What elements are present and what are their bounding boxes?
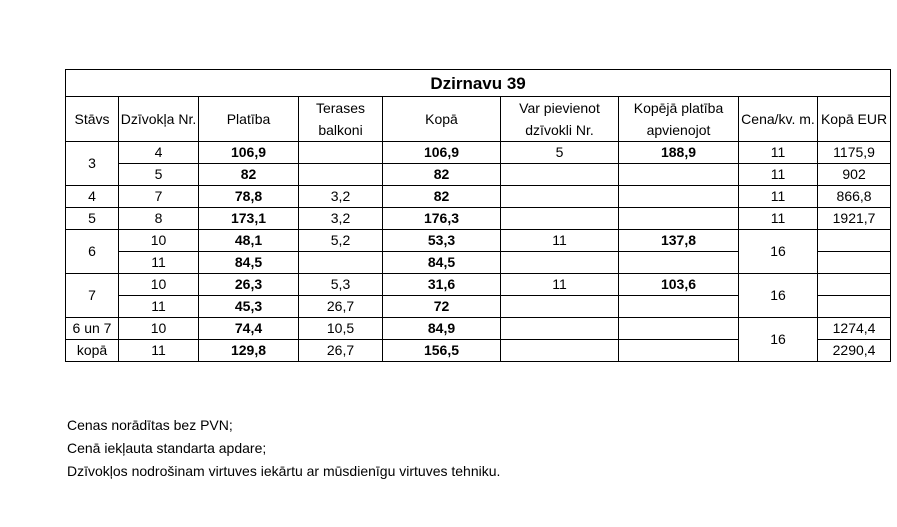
terrace-cell: 5,2	[299, 230, 383, 252]
total-area-cell: 156,5	[383, 340, 501, 362]
price-notes	[67, 414, 500, 483]
total-area-cell: 82	[383, 164, 501, 186]
header-price-per-m2: Cena/kv. m.	[739, 97, 818, 142]
total-eur-cell	[818, 274, 891, 296]
header-total-area: Kopā	[383, 97, 501, 142]
price-per-m2-cell: 11	[739, 186, 818, 208]
join-apartment-cell: 11	[501, 274, 619, 296]
note-finish: Cenā iekļauta standarta apdare;	[67, 440, 267, 456]
area-cell: 45,3	[199, 296, 299, 318]
terrace-cell: 3,2	[299, 186, 383, 208]
joined-area-cell	[619, 318, 739, 340]
total-area-cell: 53,3	[383, 230, 501, 252]
floor-cell: 6 un 7	[66, 318, 119, 340]
total-eur-cell: 1175,9	[818, 142, 891, 164]
area-cell: 129,8	[199, 340, 299, 362]
joined-area-cell	[619, 164, 739, 186]
area-cell: 173,1	[199, 208, 299, 230]
header-joinable-apartment: Var pievienot dzīvokli Nr.	[501, 97, 619, 142]
header-terraces-balconies: Terases balkoni	[299, 97, 383, 142]
total-eur-cell	[818, 296, 891, 318]
join-apartment-cell	[501, 208, 619, 230]
apartment-cell: 10	[119, 274, 199, 296]
join-apartment-cell	[501, 318, 619, 340]
table-title: Dzirnavu 39	[66, 70, 891, 97]
price-per-m2-cell: 16	[739, 318, 818, 362]
joined-area-cell: 188,9	[619, 142, 739, 164]
join-apartment-cell: 11	[501, 230, 619, 252]
apartment-price-table	[65, 69, 891, 362]
table-row	[66, 186, 891, 208]
apartment-cell: 4	[119, 142, 199, 164]
terrace-cell: 3,2	[299, 208, 383, 230]
area-cell: 26,3	[199, 274, 299, 296]
floor-cell: 3	[66, 142, 119, 186]
terrace-cell: 5,3	[299, 274, 383, 296]
total-area-cell: 84,5	[383, 252, 501, 274]
price-per-m2-cell: 16	[739, 274, 818, 318]
area-cell: 78,8	[199, 186, 299, 208]
joined-area-cell	[619, 296, 739, 318]
total-eur-cell: 2290,4	[818, 340, 891, 362]
terrace-cell	[299, 252, 383, 274]
price-per-m2-cell: 16	[739, 230, 818, 274]
header-joined-area: Kopējā platība apvienojot	[619, 97, 739, 142]
total-eur-cell: 1921,7	[818, 208, 891, 230]
terrace-cell	[299, 164, 383, 186]
apartment-cell: 11	[119, 340, 199, 362]
floor-cell: 6	[66, 230, 119, 274]
apartment-cell: 8	[119, 208, 199, 230]
floor-cell: 4	[66, 186, 119, 208]
terrace-cell: 26,7	[299, 296, 383, 318]
area-cell: 74,4	[199, 318, 299, 340]
total-area-cell: 106,9	[383, 142, 501, 164]
total-area-cell: 84,9	[383, 318, 501, 340]
total-eur-cell	[818, 252, 891, 274]
apartment-cell: 11	[119, 252, 199, 274]
area-cell: 48,1	[199, 230, 299, 252]
apartment-cell: 10	[119, 318, 199, 340]
total-area-cell: 82	[383, 186, 501, 208]
terrace-cell: 26,7	[299, 340, 383, 362]
apartment-cell: 11	[119, 296, 199, 318]
total-area-cell: 72	[383, 296, 501, 318]
total-eur-cell: 866,8	[818, 186, 891, 208]
total-eur-cell: 902	[818, 164, 891, 186]
joined-area-cell	[619, 186, 739, 208]
terrace-cell: 10,5	[299, 318, 383, 340]
joined-area-cell	[619, 252, 739, 274]
table-row	[66, 318, 891, 340]
total-eur-cell	[818, 230, 891, 252]
price-per-m2-cell: 11	[739, 208, 818, 230]
total-area-cell: 31,6	[383, 274, 501, 296]
joined-area-cell	[619, 340, 739, 362]
join-apartment-cell	[501, 252, 619, 274]
join-apartment-cell	[501, 164, 619, 186]
header-apartment-number: Dzīvokļa Nr.	[119, 97, 199, 142]
join-apartment-cell: 5	[501, 142, 619, 164]
area-cell: 106,9	[199, 142, 299, 164]
header-floor: Stāvs	[66, 97, 119, 142]
terrace-cell	[299, 142, 383, 164]
note-kitchen: Dzīvokļos nodrošinam virtuves iekārtu ar mūsdienīgu virtuves tehniku.	[67, 463, 501, 479]
table-row	[66, 164, 891, 186]
joined-area-cell: 137,8	[619, 230, 739, 252]
total-area-cell: 176,3	[383, 208, 501, 230]
apartment-cell: 10	[119, 230, 199, 252]
area-cell: 84,5	[199, 252, 299, 274]
header-total-eur: Kopā EUR	[818, 97, 891, 142]
join-apartment-cell	[501, 340, 619, 362]
table-row	[66, 274, 891, 296]
join-apartment-cell	[501, 296, 619, 318]
total-eur-cell: 1274,4	[818, 318, 891, 340]
table-row	[66, 208, 891, 230]
joined-area-cell: 103,6	[619, 274, 739, 296]
note-vat: Cenas norādītas bez PVN;	[67, 417, 233, 433]
price-per-m2-cell: 11	[739, 142, 818, 164]
area-cell: 82	[199, 164, 299, 186]
floor-cell: kopā	[66, 340, 119, 362]
join-apartment-cell	[501, 186, 619, 208]
table-row	[66, 142, 891, 164]
floor-cell: 7	[66, 274, 119, 318]
header-area: Platība	[199, 97, 299, 142]
joined-area-cell	[619, 208, 739, 230]
apartment-cell: 5	[119, 164, 199, 186]
table-row	[66, 230, 891, 252]
price-per-m2-cell: 11	[739, 164, 818, 186]
floor-cell: 5	[66, 208, 119, 230]
apartment-cell: 7	[119, 186, 199, 208]
